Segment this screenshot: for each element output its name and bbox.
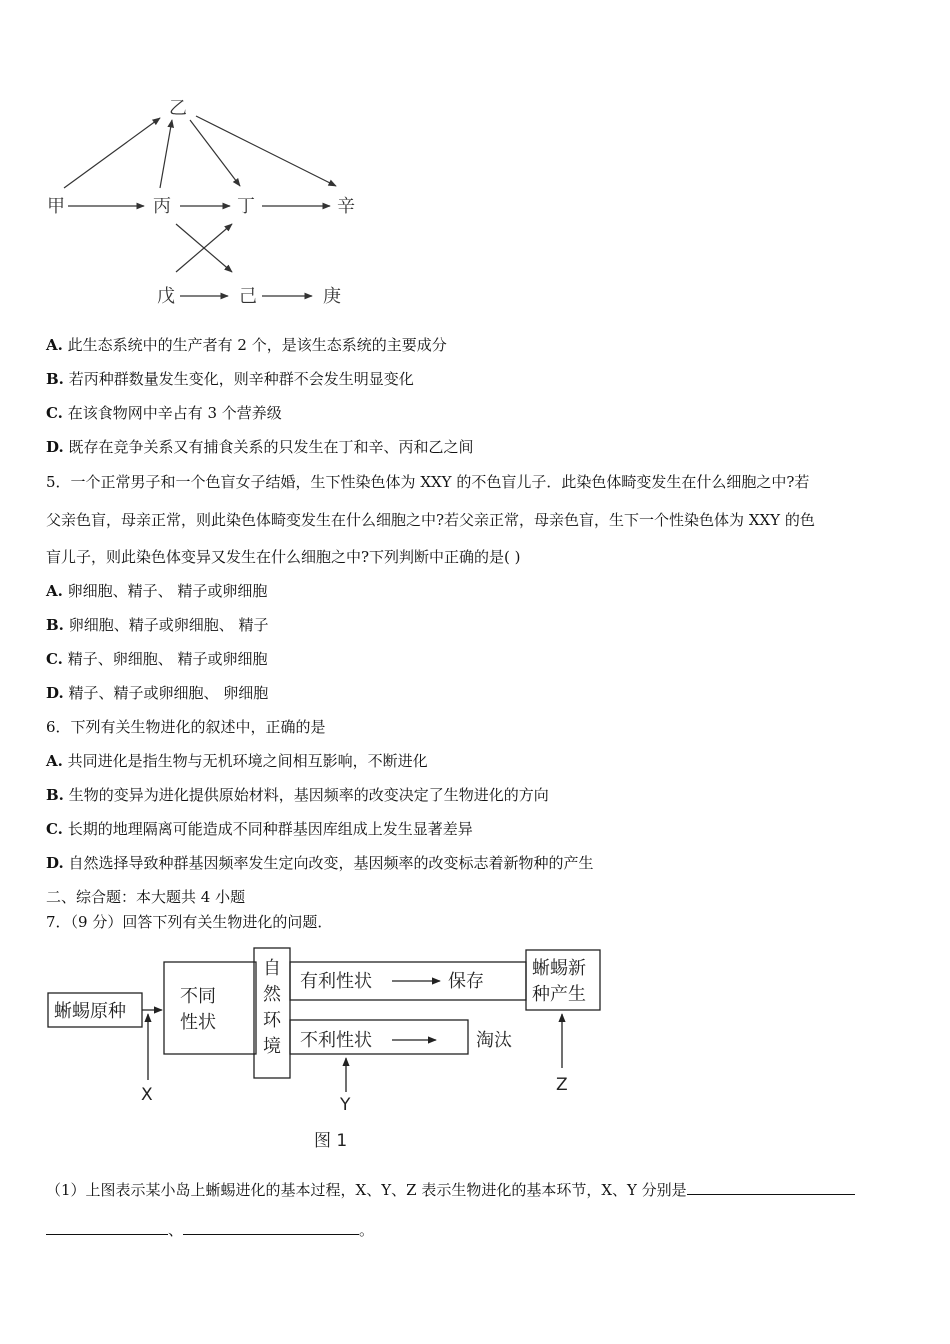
label-favorable: 有利性状 [300, 971, 372, 992]
answer-blank-2[interactable] [46, 1220, 168, 1235]
label-env-1: 自 [263, 958, 281, 979]
q5-option-d: D. 精子、精子或卵细胞、 卵细胞 [46, 684, 269, 702]
answer-blank-1[interactable] [687, 1180, 855, 1195]
label-origin-species: 蜥蜴原种 [54, 1001, 126, 1022]
label-z: Z [556, 1075, 568, 1095]
node-bing: 丙 [153, 196, 171, 217]
label-env-2: 然 [263, 984, 281, 1005]
node-geng: 庚 [323, 286, 341, 307]
q6-stem: 6．下列有关生物进化的叙述中，正确的是 [46, 718, 326, 736]
q6-option-a: A. 共同进化是指生物与无机环境之间相互影响，不断进化 [46, 752, 428, 770]
label-new-species-1: 蜥蜴新 [532, 958, 586, 979]
q6-option-b: B. 生物的变异为进化提供原始材料，基因频率的改变决定了生物进化的方向 [46, 786, 549, 804]
node-ding: 丁 [237, 196, 255, 217]
q7-stem: 7．（9 分）回答下列有关生物进化的问题． [46, 913, 333, 931]
q5-stem-line1: 5．一个正常男子和一个色盲女子结婚，生下性染色体为 XXY 的不色盲儿子．此染色体畸变发生在什么细胞之中?若 [46, 473, 810, 491]
node-yi: 乙 [169, 98, 187, 119]
label-unfavorable: 不利性状 [300, 1030, 372, 1051]
q4-option-c: C. 在该食物网中辛占有 3 个营养级 [46, 404, 282, 422]
label-eliminate: 淘汰 [476, 1030, 512, 1051]
node-jia: 甲 [47, 196, 65, 217]
label-traits-1: 不同 [180, 986, 216, 1007]
label-traits-2: 性状 [180, 1012, 216, 1033]
q7-sub1-cont: 、 。 [46, 1220, 374, 1240]
label-y: Y [340, 1095, 351, 1115]
node-ji: 己 [239, 286, 257, 307]
q7-sub1: （1）上图表示某小岛上蜥蜴进化的基本过程，X、Y、Z 表示生物进化的基本环节，X、Y 分别是 [46, 1180, 855, 1200]
food-web-diagram [40, 88, 380, 316]
node-wu: 戊 [157, 286, 175, 307]
label-env-3: 环 [263, 1010, 281, 1031]
q6-option-d: D. 自然选择导致种群基因频率发生定向改变，基因频率的改变标志着新物种的产生 [46, 854, 594, 872]
label-env-4: 境 [263, 1036, 281, 1057]
q6-option-c: C. 长期的地理隔离可能造成不同种群基因库组成上发生显著差异 [46, 820, 473, 838]
label-new-species-2: 种产生 [532, 984, 586, 1005]
q4-option-a: A. 此生态系统中的生产者有 2 个，是该生态系统的主要成分 [46, 336, 447, 354]
node-xin: 辛 [337, 196, 355, 217]
q5-stem-line3: 盲儿子，则此染色体变异又发生在什么细胞之中?下列判断中正确的是( ) [46, 548, 521, 566]
figure-caption: 图 1 [314, 1131, 348, 1151]
q4-option-d: D. 既存在竞争关系又有捕食关系的只发生在丁和辛、丙和乙之间 [46, 438, 474, 456]
box-different-traits [164, 962, 256, 1054]
section-heading: 二、综合题：本大题共 4 小题 [46, 888, 246, 906]
label-x: X [141, 1085, 153, 1105]
q5-option-a: A. 卵细胞、精子、 精子或卵细胞 [46, 582, 268, 600]
label-save: 保存 [448, 971, 484, 992]
evolution-diagram [40, 940, 620, 1155]
q5-stem-line2: 父亲色盲，母亲正常，则此染色体畸变发生在什么细胞之中?若父亲正常，母亲色盲，生下一个性染色体为 XXY 的色 [46, 511, 815, 529]
q4-option-b: B. 若丙种群数量发生变化，则辛种群不会发生明显变化 [46, 370, 414, 388]
q5-option-c: C. 精子、卵细胞、 精子或卵细胞 [46, 650, 268, 668]
q5-option-b: B. 卵细胞、精子或卵细胞、 精子 [46, 616, 269, 634]
answer-blank-3[interactable] [183, 1220, 359, 1235]
